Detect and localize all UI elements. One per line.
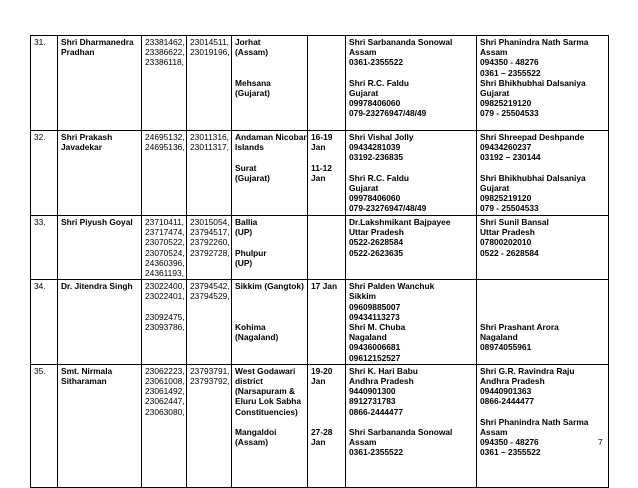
- schedule-table: [30, 35, 609, 488]
- place-cell: [232, 131, 308, 216]
- cell-line: 24695136,: [145, 142, 185, 153]
- cell-line: (Gujarat): [235, 172, 270, 183]
- cell-line: Shri Bhikhubhai Dalsaniya: [480, 172, 586, 183]
- cell-line: Shri K. Hari Babu: [349, 365, 418, 376]
- cell-line: 23061008,: [145, 376, 185, 387]
- cell-line: 09825219120: [480, 98, 532, 109]
- blank-line: [235, 302, 304, 312]
- blank-line: [349, 417, 473, 427]
- cell-line: 23792260,: [190, 237, 230, 248]
- blank-line: [480, 281, 605, 291]
- blank-line: [311, 386, 342, 396]
- cell-line: 0866-2444477: [480, 396, 535, 407]
- blank-line: [235, 152, 304, 162]
- cell-line: 23093786,: [145, 322, 185, 333]
- cell-line: Uttar Pradesh: [480, 227, 535, 238]
- cell-line: Shri Palden Wanchuk: [349, 281, 435, 292]
- cell-line: 0522 - 2628584: [480, 247, 539, 258]
- cell-line: Pradhan: [61, 47, 95, 58]
- cell-line: Shri Phanindra Nath Sarma: [480, 416, 589, 427]
- cell-line: (Nagaland): [235, 332, 279, 343]
- cell-line: Smt. Nirmala: [61, 365, 113, 376]
- cell-line: Sikkim (Gangtok): [235, 281, 304, 292]
- cell-line: Kohima: [235, 321, 266, 332]
- cell-line: Mangaldoi: [235, 427, 277, 438]
- minister-name-cell: [58, 280, 142, 365]
- cell-line: 09612152527: [349, 352, 401, 363]
- cell-line: district: [235, 376, 263, 387]
- cell-line: Jorhat: [235, 37, 261, 47]
- cell-line: Dr. Jitendra Singh: [61, 281, 133, 292]
- blank-line: [480, 291, 605, 301]
- serial-number-cell: [31, 364, 58, 487]
- cell-line: 094350 - 48276: [480, 57, 539, 68]
- cell-line: 09434113273: [349, 311, 400, 322]
- cell-line: (UP): [235, 257, 253, 268]
- cell-line: 079 - 25504533: [480, 203, 539, 214]
- blank-line: [235, 312, 304, 322]
- table-row: [31, 36, 609, 131]
- cell-line: Shri Prashant Arora: [480, 321, 559, 332]
- cell-line: 09978406060: [349, 193, 401, 204]
- cell-line: 33.: [34, 217, 46, 227]
- serial-number-cell: [31, 280, 58, 365]
- blank-line: [235, 57, 304, 67]
- cell-line: Shri M. Chuba: [349, 322, 406, 333]
- cell-line: 07800202010: [480, 237, 532, 248]
- cell-line: Sikkim: [349, 291, 377, 302]
- cell-line: Shri Dharmanedra: [61, 37, 134, 47]
- cell-line: Dr.Lakshmikant Bajpayee: [349, 217, 451, 227]
- phone-residence-cell: [187, 216, 232, 280]
- date-cell: [308, 36, 346, 131]
- phone-office-cell: [142, 36, 187, 131]
- cell-line: (Gujarat): [235, 87, 270, 98]
- blank-line: [311, 407, 342, 417]
- cell-line: 0361 – 2355522: [480, 67, 541, 78]
- cell-line: Andaman Nicobar: [235, 132, 307, 142]
- cell-line: (Assam): [235, 437, 269, 448]
- cell-line: 31.: [34, 37, 46, 47]
- contact-person-cell: [346, 364, 477, 487]
- cell-line: 23793792,: [190, 376, 230, 387]
- cell-line: 23022401,: [145, 291, 185, 302]
- cell-line: 23061492,: [145, 386, 185, 397]
- phone-residence-cell: [187, 131, 232, 216]
- cell-line: Mehsana: [235, 77, 271, 88]
- cell-line: 23011317,: [190, 142, 229, 153]
- cell-line: 09825219120: [480, 193, 532, 204]
- cell-line: 8912731783: [349, 396, 396, 407]
- cell-line: Jan: [311, 376, 326, 387]
- coordinator-cell: [477, 131, 609, 216]
- cell-line: 0361-2355522: [349, 447, 404, 458]
- cell-line: 23022400,: [145, 281, 185, 292]
- blank-line: [235, 417, 304, 427]
- phone-residence-cell: [187, 36, 232, 131]
- cell-line: Eluru Lok Sabha: [235, 396, 302, 407]
- date-cell: [308, 216, 346, 280]
- date-cell: [308, 280, 346, 365]
- cell-line: Andhra Pradesh: [480, 376, 545, 387]
- blank-line: [349, 163, 473, 173]
- cell-line: Islands: [235, 142, 264, 153]
- cell-line: Shri Piyush Goyal: [61, 217, 133, 227]
- cell-line: Shri Sarbananda Sonowal: [349, 37, 453, 47]
- date-cell: [308, 364, 346, 487]
- minister-name-cell: [58, 216, 142, 280]
- cell-line: Sitharaman: [61, 376, 107, 387]
- cell-line: 16-19: [311, 132, 333, 142]
- phone-residence-cell: [187, 280, 232, 365]
- minister-name-cell: [58, 36, 142, 131]
- cell-line: 23062223,: [145, 365, 185, 376]
- blank-line: [311, 417, 342, 427]
- cell-line: 23386118,: [145, 57, 184, 68]
- phone-office-cell: [142, 131, 187, 216]
- cell-line: 0522-2623635: [349, 247, 404, 258]
- serial-number-cell: [31, 36, 58, 131]
- blank-line: [480, 407, 605, 417]
- cell-line: Shri R.C. Faldu: [349, 172, 410, 183]
- cell-line: 34.: [34, 281, 46, 292]
- cell-line: 23793791,: [190, 365, 230, 376]
- cell-line: 23015054,: [190, 217, 230, 227]
- blank-line: [480, 312, 605, 322]
- blank-line: [480, 163, 605, 173]
- coordinator-cell: [477, 36, 609, 131]
- contact-person-cell: [346, 131, 477, 216]
- blank-line: [480, 302, 605, 312]
- cell-line: 17 Jan: [311, 281, 338, 292]
- blank-line: [145, 302, 183, 312]
- cell-line: Jan: [311, 172, 326, 183]
- cell-line: 079-23276947/48/49: [349, 203, 427, 214]
- coordinator-cell: [477, 280, 609, 365]
- cell-line: Shri G.R. Ravindra Raju: [480, 365, 575, 376]
- cell-line: West Godawari: [235, 365, 296, 376]
- cell-line: Shri R.C. Faldu: [349, 77, 410, 88]
- cell-line: Gujarat: [349, 88, 379, 98]
- phone-office-cell: [142, 280, 187, 365]
- cell-line: 09434281039: [349, 142, 401, 153]
- table-row: [31, 364, 609, 487]
- place-cell: [232, 36, 308, 131]
- cell-line: Assam: [480, 47, 508, 58]
- cell-line: Assam: [349, 437, 377, 448]
- cell-line: Nagaland: [349, 332, 387, 343]
- cell-line: Gujarat: [349, 183, 379, 193]
- cell-line: 23794529,: [190, 291, 230, 302]
- phone-office-cell: [142, 216, 187, 280]
- cell-line: 24361193,: [145, 268, 184, 279]
- contact-person-cell: [346, 36, 477, 131]
- cell-line: 09440901363: [480, 386, 532, 397]
- blank-line: [349, 68, 473, 78]
- cell-line: Ballia: [235, 217, 258, 227]
- cell-line: 23062447,: [145, 396, 185, 407]
- cell-line: 23014511,: [190, 37, 229, 47]
- minister-name-cell: [58, 364, 142, 487]
- cell-line: (Assam): [235, 47, 269, 58]
- cell-line: 03192-236835: [349, 152, 404, 163]
- contact-person-cell: [346, 280, 477, 365]
- cell-line: 23011316,: [190, 132, 229, 142]
- cell-line: Shri Sunil Bansal: [480, 217, 549, 227]
- blank-line: [235, 237, 304, 247]
- cell-line: 079 - 25504533: [480, 108, 539, 119]
- cell-line: Surat: [235, 162, 257, 173]
- serial-number-cell: [31, 216, 58, 280]
- cell-line: 08974055961: [480, 342, 532, 353]
- cell-line: 0361 – 2355522: [480, 447, 541, 458]
- cell-line: 094350 - 48276: [480, 437, 539, 448]
- blank-line: [235, 291, 304, 301]
- cell-line: 09978406060: [349, 98, 401, 109]
- cell-line: Shri Phanindra Nath Sarma: [480, 37, 589, 47]
- cell-line: (UP): [235, 227, 253, 238]
- date-cell: [308, 131, 346, 216]
- minister-name-cell: [58, 131, 142, 216]
- cell-line: 23794517,: [190, 227, 230, 238]
- cell-line: 23710411,: [145, 217, 184, 227]
- cell-line: (Narsapuram &: [235, 386, 296, 397]
- cell-line: 0361-2355522: [349, 57, 404, 68]
- cell-line: 24360396,: [145, 257, 185, 268]
- cell-line: Gujarat: [480, 88, 510, 99]
- cell-line: 23063080,: [145, 406, 185, 417]
- place-cell: [232, 364, 308, 487]
- cell-line: 23794542,: [190, 281, 230, 292]
- cell-line: 32.: [34, 132, 46, 142]
- cell-line: 23019196,: [190, 47, 230, 58]
- cell-line: 23070522,: [145, 237, 185, 248]
- coordinator-cell: [477, 364, 609, 487]
- blank-line: [311, 396, 342, 406]
- cell-line: 09436006681: [349, 342, 401, 353]
- cell-line: 03192 – 230144: [480, 152, 541, 163]
- page-number: 7: [598, 437, 603, 447]
- cell-line: Shri Shreepad Deshpande: [480, 132, 585, 142]
- place-cell: [232, 280, 308, 365]
- cell-line: Shri Vishal Jolly: [349, 132, 414, 142]
- cell-line: Jan: [311, 142, 326, 153]
- phone-office-cell: [142, 364, 187, 487]
- cell-line: 24695132,: [145, 132, 185, 142]
- serial-number-cell: [31, 131, 58, 216]
- cell-line: 0866-2444477: [349, 406, 404, 417]
- cell-line: 09434260237: [480, 142, 532, 153]
- cell-line: 23070524,: [145, 247, 185, 258]
- cell-line: Javadekar: [61, 142, 102, 153]
- table-row: [31, 280, 609, 365]
- cell-line: 27-28: [311, 427, 333, 437]
- cell-line: Constituencies): [235, 406, 298, 417]
- cell-line: 23792728,: [190, 247, 230, 258]
- cell-line: 35.: [34, 365, 46, 376]
- contact-person-cell: [346, 216, 477, 280]
- cell-line: 9440901300: [349, 386, 396, 397]
- table-row: [31, 131, 609, 216]
- cell-line: 23381462,: [145, 37, 185, 47]
- cell-line: Assam: [349, 47, 377, 58]
- cell-line: Assam: [480, 427, 508, 438]
- cell-line: Jan: [311, 437, 326, 448]
- coordinator-cell: [477, 216, 609, 280]
- cell-line: Gujarat: [480, 183, 510, 193]
- cell-line: Shri Sarbananda Sonowal: [349, 427, 453, 438]
- cell-line: 19-20: [311, 365, 333, 376]
- cell-line: 09609885007: [349, 301, 401, 312]
- cell-line: 23717474,: [145, 227, 185, 238]
- table-body: [31, 36, 609, 488]
- place-cell: [232, 216, 308, 280]
- cell-line: Nagaland: [480, 332, 518, 343]
- cell-line: 0522-2628584: [349, 237, 404, 248]
- blank-line: [235, 68, 304, 78]
- cell-line: Phulpur: [235, 247, 267, 258]
- phone-residence-cell: [187, 364, 232, 487]
- cell-line: Shri Prakash: [61, 132, 113, 142]
- cell-line: 23092475,: [145, 311, 185, 322]
- table-row: [31, 216, 609, 280]
- cell-line: Shri Bhikhubhai Dalsaniya: [480, 77, 586, 88]
- blank-line: [311, 152, 342, 162]
- cell-line: Andhra Pradesh: [349, 376, 414, 387]
- cell-line: 11-12: [311, 162, 332, 173]
- cell-line: Uttar Pradesh: [349, 227, 404, 238]
- cell-line: 079-23276947/48/49: [349, 108, 427, 119]
- cell-line: 23386622,: [145, 47, 185, 58]
